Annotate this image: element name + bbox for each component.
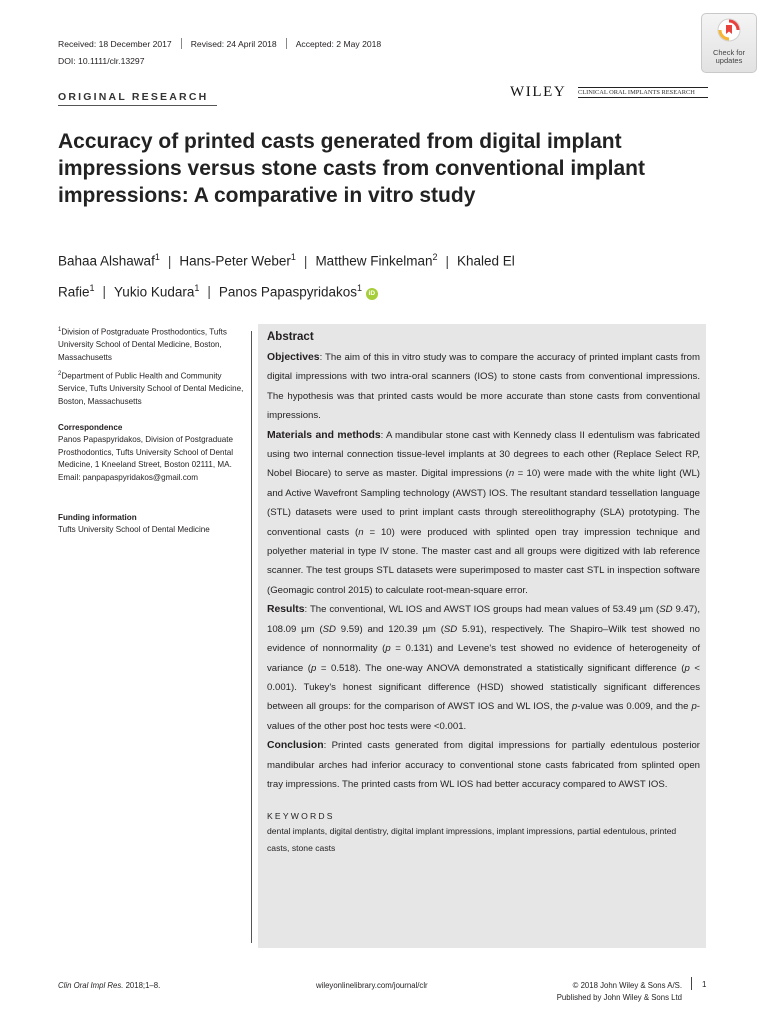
copyright-text: © 2018 John Wiley & Sons A/S. [572, 981, 682, 990]
doi-link[interactable]: DOI: 10.1111/clr.13297 [58, 56, 145, 66]
results-p: p [385, 643, 391, 655]
footer-url[interactable]: wileyonlinelibrary.com/journal/clr [316, 981, 428, 990]
funding-text: Tufts University School of Dental Medicine [58, 525, 210, 535]
results-p: p [571, 701, 578, 713]
results-text: 9.47), 108.09 µm ( [267, 604, 700, 635]
funding-information [58, 512, 244, 537]
methods-text: : A mandibular stone cast with Kennedy class II edentulism was fabricated using two internal connection tissue-level implants at 30 degrees to each other (Replace Select RP, Nobel Biocare) to serve as master. Digital impressions ( [267, 429, 701, 480]
results-text: = 0.131) and Levene's test showed no evidence of heterogeneity of variance ( [267, 643, 700, 674]
revised-date: Revised: 24 April 2018 [190, 38, 277, 49]
author-name[interactable]: Hans-Peter Weber [179, 253, 291, 269]
footer-citation [58, 981, 160, 990]
article-dates [58, 38, 381, 49]
correspondence [58, 422, 244, 484]
author-name[interactable]: Khaled El [457, 253, 515, 269]
orcid-icon[interactable]: iD [366, 288, 378, 300]
correspondence-email[interactable]: Email: panpapaspyridakos@gmail.com [58, 472, 199, 482]
publisher-text: Published by John Wiley & Sons Ltd [556, 993, 682, 1003]
results-text: 5.91), respectively. The Shapiro–Wilk test showed no evidence of nonnormality ( [267, 623, 700, 655]
section-label: ORIGINAL RESEARCH [58, 91, 209, 103]
abstract-box [258, 324, 706, 948]
conclusion-label: Conclusion [267, 740, 324, 752]
correspondence-heading: Correspondence [58, 423, 123, 432]
badge-text-2: updates [715, 56, 743, 65]
author-name[interactable]: Rafie [58, 284, 90, 299]
abstract-methods [267, 426, 700, 601]
methods-n: n [508, 468, 515, 480]
section-rule [58, 105, 217, 106]
conclusion-text: : Printed casts generated from digital impressions for partially edentulous posterior mandibular arches had inferior accuracy to conventional stone casts fabricated from splinted open tray impressions. The printed casts from WL IOS had better accuracy compared to AWST IOS. [267, 740, 700, 790]
results-text: -values of the other post hoc tests were <0.001. [267, 701, 700, 732]
author-affiliation: 1 [356, 282, 362, 293]
author-name[interactable]: Yukio Kudara [114, 284, 195, 299]
affiliation-number: 1 [58, 327, 62, 333]
author-affiliation: 1 [290, 252, 296, 262]
author-affiliation: 2 [432, 252, 438, 262]
methods-label: Materials and methods [267, 429, 381, 441]
affiliation-text: Department of Public Health and Community Service, Tufts University School of Dental Medicine, Boston, Massachusetts [58, 371, 244, 406]
author-affiliation: 1 [194, 282, 200, 293]
results-text: -value was 0.009, and the [577, 701, 692, 713]
keywords-heading: KEYWORDS [267, 811, 335, 822]
author-separator: | [207, 284, 211, 299]
methods-text: = 10) were made with the white light (WL) and Active Wavefront Sampling technology (AWST) IOS. The resultant standard tessellation language (STL) datasets were used to print implant casts through stereolithography (SLA) prototyping. The conventional casts ( [267, 468, 700, 538]
results-text: < 0.001). Tukey's honest significant difference (HSD) showed statistically significant differences between all groups: for the comparison of AWST IOS and WL IOS, the [267, 662, 700, 713]
results-text: 9.59) and 120.39 µm ( [335, 623, 444, 635]
article-title: Accuracy of printed casts generated from digital implant impressions versus stone casts from conventional implant impressions: A comparative in vitro study [58, 130, 646, 207]
results-text: : The conventional, WL IOS and AWST IOS groups had mean values of 53.49 µm ( [304, 604, 660, 616]
author-separator: | [167, 253, 172, 269]
author-name[interactable]: Panos Papaspyridakos [218, 284, 357, 299]
abstract-conclusion [267, 736, 700, 794]
author-name[interactable]: Matthew Finkelman [315, 253, 433, 269]
author-affiliation: 1 [154, 252, 160, 262]
date-divider [181, 38, 182, 49]
citation-volume: 2018;1–8. [123, 981, 161, 990]
affiliation-1 [58, 324, 244, 364]
objectives-text: : The aim of this in vitro study was to compare the accuracy of printed implant casts from digital impressions with two intra-oral scanners (IOS) to stone casts from conventional impressions. The hypothesis was that printed casts would be more accurate than stone casts from conventional impressions. [267, 352, 700, 422]
results-p: p [691, 701, 697, 713]
abstract-objectives [267, 348, 700, 426]
author-list [58, 244, 658, 305]
affiliation-number: 2 [58, 371, 62, 377]
page-number: 1 [702, 980, 707, 989]
received-date: Received: 18 December 2017 [58, 38, 172, 49]
objectives-label: Objectives [267, 352, 320, 363]
journal-name: CLINICAL ORAL IMPLANTS RESEARCH [578, 87, 708, 98]
check-for-updates-icon [717, 18, 741, 42]
check-for-updates-button[interactable] [701, 13, 757, 73]
results-sd: SD [659, 604, 673, 616]
badge-text-1: Check for [712, 48, 746, 57]
citation-journal: Clin Oral Impl Res. [58, 981, 124, 990]
affiliation-2 [58, 368, 244, 408]
publisher-logo: WILEY [510, 84, 567, 100]
accepted-date: Accepted: 2 May 2018 [295, 38, 382, 49]
abstract-results [267, 600, 700, 736]
footer-copyright [540, 980, 682, 1005]
author-name[interactable]: Bahaa Alshawaf [58, 253, 155, 269]
author-separator: | [303, 253, 308, 269]
date-divider [286, 38, 287, 49]
column-divider [251, 331, 252, 943]
author-affiliation: 1 [89, 282, 95, 293]
correspondence-text: Panos Papaspyridakos, Division of Postgraduate Prosthodontics, Tufts University School of Dental Medicine, 1 Kneeland Street, Boston 02111, MA. [58, 435, 234, 470]
abstract-heading: Abstract [267, 331, 314, 343]
author-separator: | [102, 284, 107, 299]
results-sd: SD [322, 623, 336, 635]
results-p: p [684, 662, 690, 674]
affiliation-text: Division of Postgraduate Prosthodontics, Tufts University School of Dental Medicine, Boston, Massachusetts [58, 327, 227, 362]
footer-divider [691, 977, 692, 990]
results-sd: SD [443, 623, 458, 635]
keywords-list: dental implants, digital dentistry, digital implant impressions, implant impressions, partial edentulous, printed casts, stone casts [267, 826, 677, 854]
results-p: p [311, 662, 317, 674]
author-separator: | [445, 253, 450, 269]
methods-text: = 10) were produced with splinted open tray impression technique and polyether material in type IV stone. The master cast and all groups were digitized with lab reference scanner. The test groups STL datasets were superimposed to master cast STL in inspection software (Geomagic control 2015) to calculate root-mean-square error. [267, 526, 700, 596]
results-text: = 0.518). The one-way ANOVA demonstrated a statistically significant difference ( [316, 662, 685, 674]
funding-heading: Funding information [58, 513, 137, 522]
results-label: Results [267, 604, 305, 616]
methods-n: n [358, 526, 364, 538]
